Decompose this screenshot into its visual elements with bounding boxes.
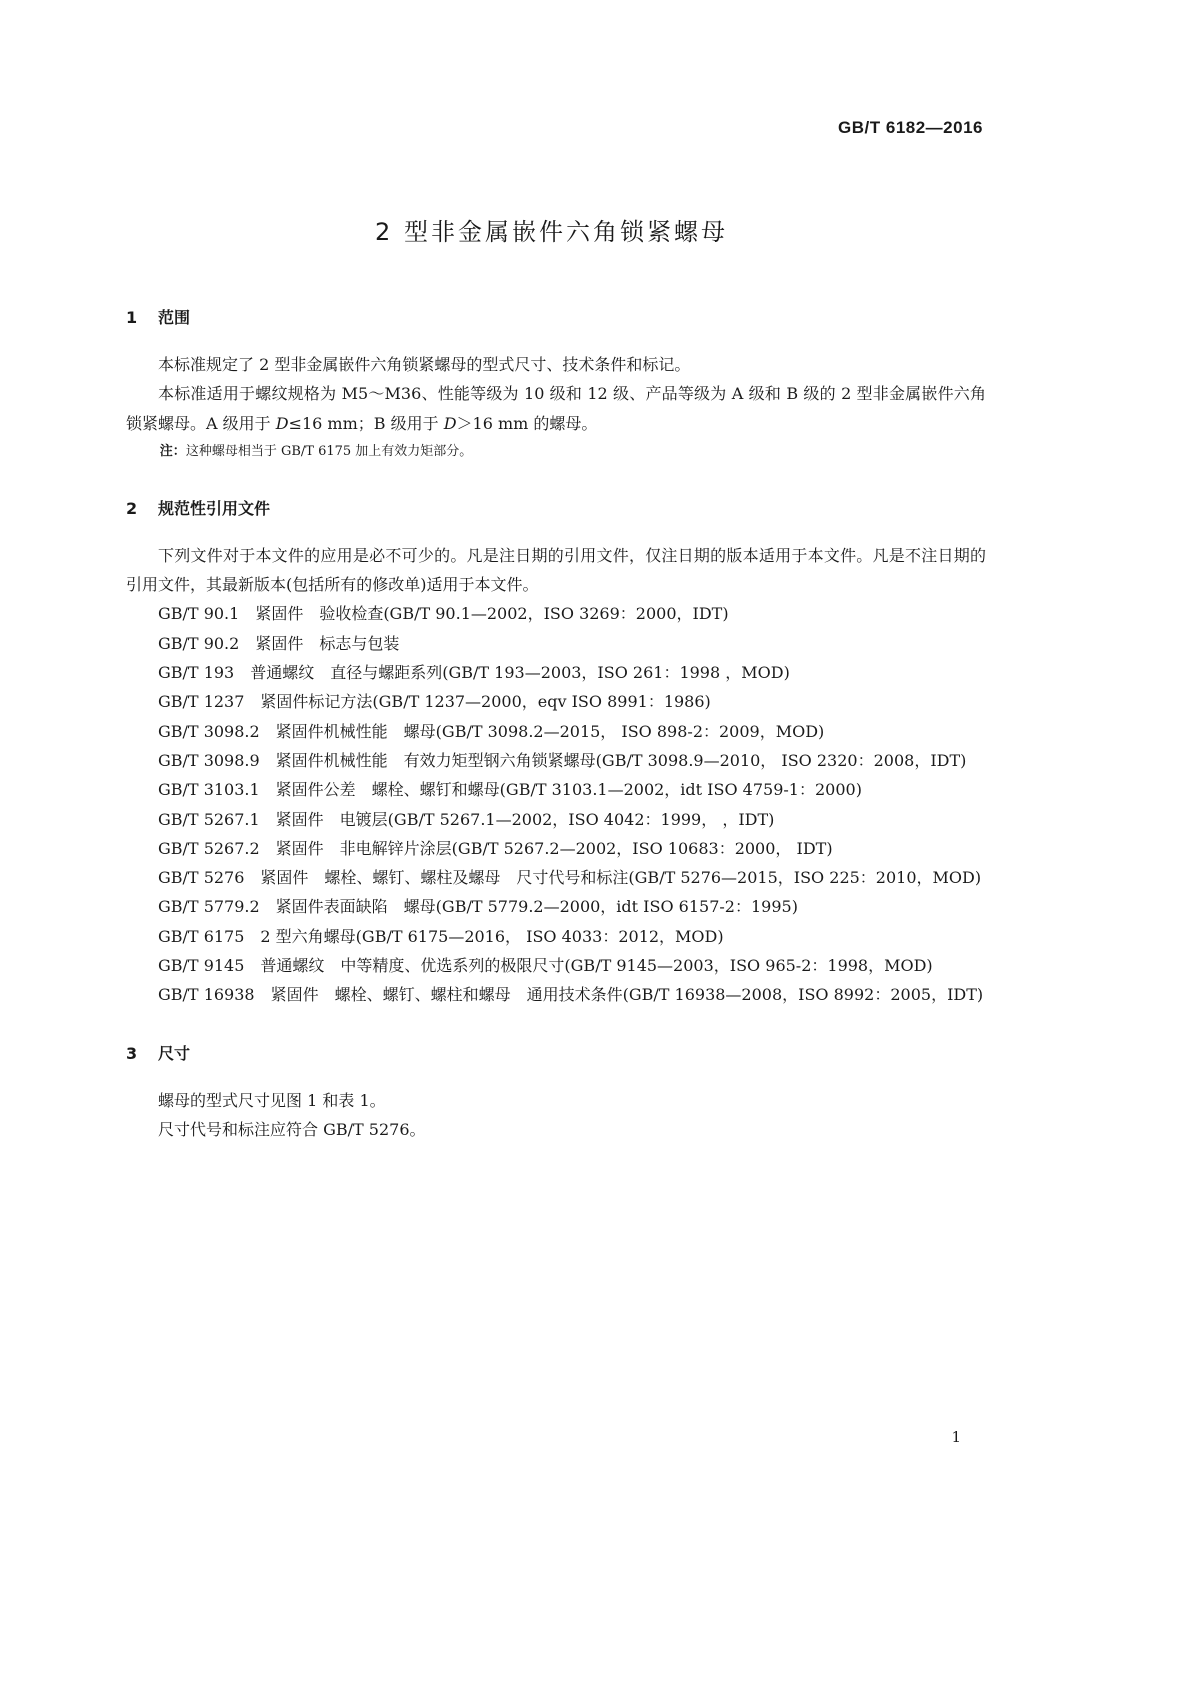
reference-title: 紧固件 螺栓、螺钉、螺柱及螺母 尺寸代号和标注(GB/T 5276—2015，ISO 225：2010，MOD)	[260, 868, 982, 888]
reference-title: 普通螺纹 直径与螺距系列(GB/T 193—2003，ISO 261：1998 ，MOD)	[250, 663, 790, 683]
reference-item	[126, 599, 986, 628]
reference-title: 普通螺纹 中等精度、优选系列的极限尺寸(GB/T 9145—2003，ISO 965-2：1998，MOD)	[260, 956, 933, 976]
section-scope-body	[126, 350, 986, 465]
scope-text: ＞16 mm 的螺母。	[456, 413, 598, 433]
standard-code: GB/T 6182—2016	[838, 118, 983, 137]
reference-title: 紧固件 电镀层(GB/T 5267.1—2002，ISO 4042：1999， ，IDT)	[275, 809, 775, 829]
diameter-symbol: D	[275, 413, 289, 433]
reference-title: 2 型六角螺母(GB/T 6175—2016， ISO 4033：2012，MOD)	[260, 926, 724, 946]
section-number: 3	[126, 1043, 138, 1063]
reference-item	[126, 687, 986, 716]
reference-title: 紧固件 非电解锌片涂层(GB/T 5267.2—2002，ISO 10683：2000， IDT)	[275, 838, 833, 858]
reference-item	[126, 922, 986, 951]
scope-note	[126, 438, 986, 465]
section-title: 尺寸	[158, 1043, 191, 1063]
note-label: 注：	[159, 443, 186, 459]
scope-text: 本标准适用于螺纹规格为 M5～M36、性能等级为 10 级和 12 级、产品等级为 A 级和 B 级的 2 型非金属嵌件六角锁紧螺母。A 级用于	[126, 384, 986, 433]
reference-item	[126, 834, 986, 863]
reference-code: GB/T 6175	[158, 926, 245, 946]
document-body	[126, 296, 986, 1166]
reference-code: GB/T 90.1	[158, 604, 240, 624]
reference-code: GB/T 3098.2	[158, 721, 260, 741]
reference-title: 紧固件标记方法(GB/T 1237—2000，eqv ISO 8991：1986)	[260, 692, 711, 712]
references-intro: 下列文件对于本文件的应用是必不可少的。凡是注日期的引用文件，仅注日期的版本适用于本文件。凡是不注日期的引用文件，其最新版本(包括所有的修改单)适用于本文件。	[126, 545, 986, 595]
reference-code: GB/T 90.2	[158, 633, 240, 653]
reference-title: 紧固件机械性能 螺母(GB/T 3098.2—2015， ISO 898-2：2009，MOD)	[275, 721, 825, 741]
scope-paragraph-1: 本标准规定了 2 型非金属嵌件六角锁紧螺母的型式尺寸、技术条件和标记。	[158, 355, 691, 374]
reference-title: 紧固件 验收检查(GB/T 90.1—2002，ISO 3269：2000，IDT)	[255, 604, 729, 624]
reference-code: GB/T 193	[158, 663, 235, 683]
reference-code: GB/T 3098.9	[158, 750, 260, 770]
reference-item	[126, 980, 986, 1009]
section-heading-scope	[126, 296, 986, 340]
reference-item	[126, 892, 986, 921]
section-references-body	[126, 541, 986, 1010]
reference-item	[126, 863, 986, 892]
reference-code: GB/T 3103.1	[158, 780, 260, 800]
dimensions-paragraph-2: 尺寸代号和标注应符合 GB/T 5276。	[158, 1119, 426, 1139]
section-number: 2	[126, 498, 138, 518]
reference-item	[126, 951, 986, 980]
reference-item	[126, 629, 986, 658]
note-text: 这种螺母相当于 GB/T 6175 加上有效力矩部分。	[185, 443, 473, 459]
reference-code: GB/T 5779.2	[158, 897, 260, 917]
reference-item	[126, 658, 986, 687]
dimensions-paragraph-1: 螺母的型式尺寸见图 1 和表 1。	[158, 1090, 386, 1110]
reference-item	[126, 775, 986, 804]
reference-title: 紧固件机械性能 有效力矩型钢六角锁紧螺母(GB/T 3098.9—2010， ISO 2320：2008，IDT)	[275, 750, 967, 770]
reference-title: 紧固件 标志与包装	[255, 633, 400, 653]
scope-text: ≤16 mm；B 级用于	[288, 413, 444, 433]
section-heading-normative-references	[126, 487, 986, 531]
scope-paragraph-2	[126, 379, 986, 438]
reference-title: 紧固件表面缺陷 螺母(GB/T 5779.2—2000，idt ISO 6157-2：1995)	[275, 897, 798, 917]
section-dimensions-body	[126, 1086, 986, 1145]
section-title: 范围	[158, 308, 191, 327]
section-heading-dimensions	[126, 1032, 986, 1076]
reference-code: GB/T 5267.2	[158, 838, 260, 858]
reference-item	[126, 717, 986, 746]
section-number: 1	[126, 308, 138, 327]
reference-title: 紧固件公差 螺栓、螺钉和螺母(GB/T 3103.1—2002，idt ISO 4759-1：2000)	[275, 780, 862, 800]
reference-code: GB/T 1237	[158, 692, 245, 712]
reference-item	[126, 805, 986, 834]
reference-code: GB/T 9145	[158, 956, 245, 976]
reference-code: GB/T 5276	[158, 868, 245, 888]
reference-code: GB/T 16938	[158, 985, 255, 1005]
page-number: 1	[951, 1428, 961, 1446]
reference-title: 紧固件 螺栓、螺钉、螺柱和螺母 通用技术条件(GB/T 16938—2008，ISO 8992：2005，IDT)	[270, 985, 984, 1005]
reference-code: GB/T 5267.1	[158, 809, 260, 829]
section-title: 规范性引用文件	[158, 498, 271, 518]
document-title: 2 型非金属嵌件六角锁紧螺母	[375, 218, 728, 246]
reference-item	[126, 746, 986, 775]
diameter-symbol: D	[443, 413, 457, 433]
reference-list	[126, 599, 986, 1009]
